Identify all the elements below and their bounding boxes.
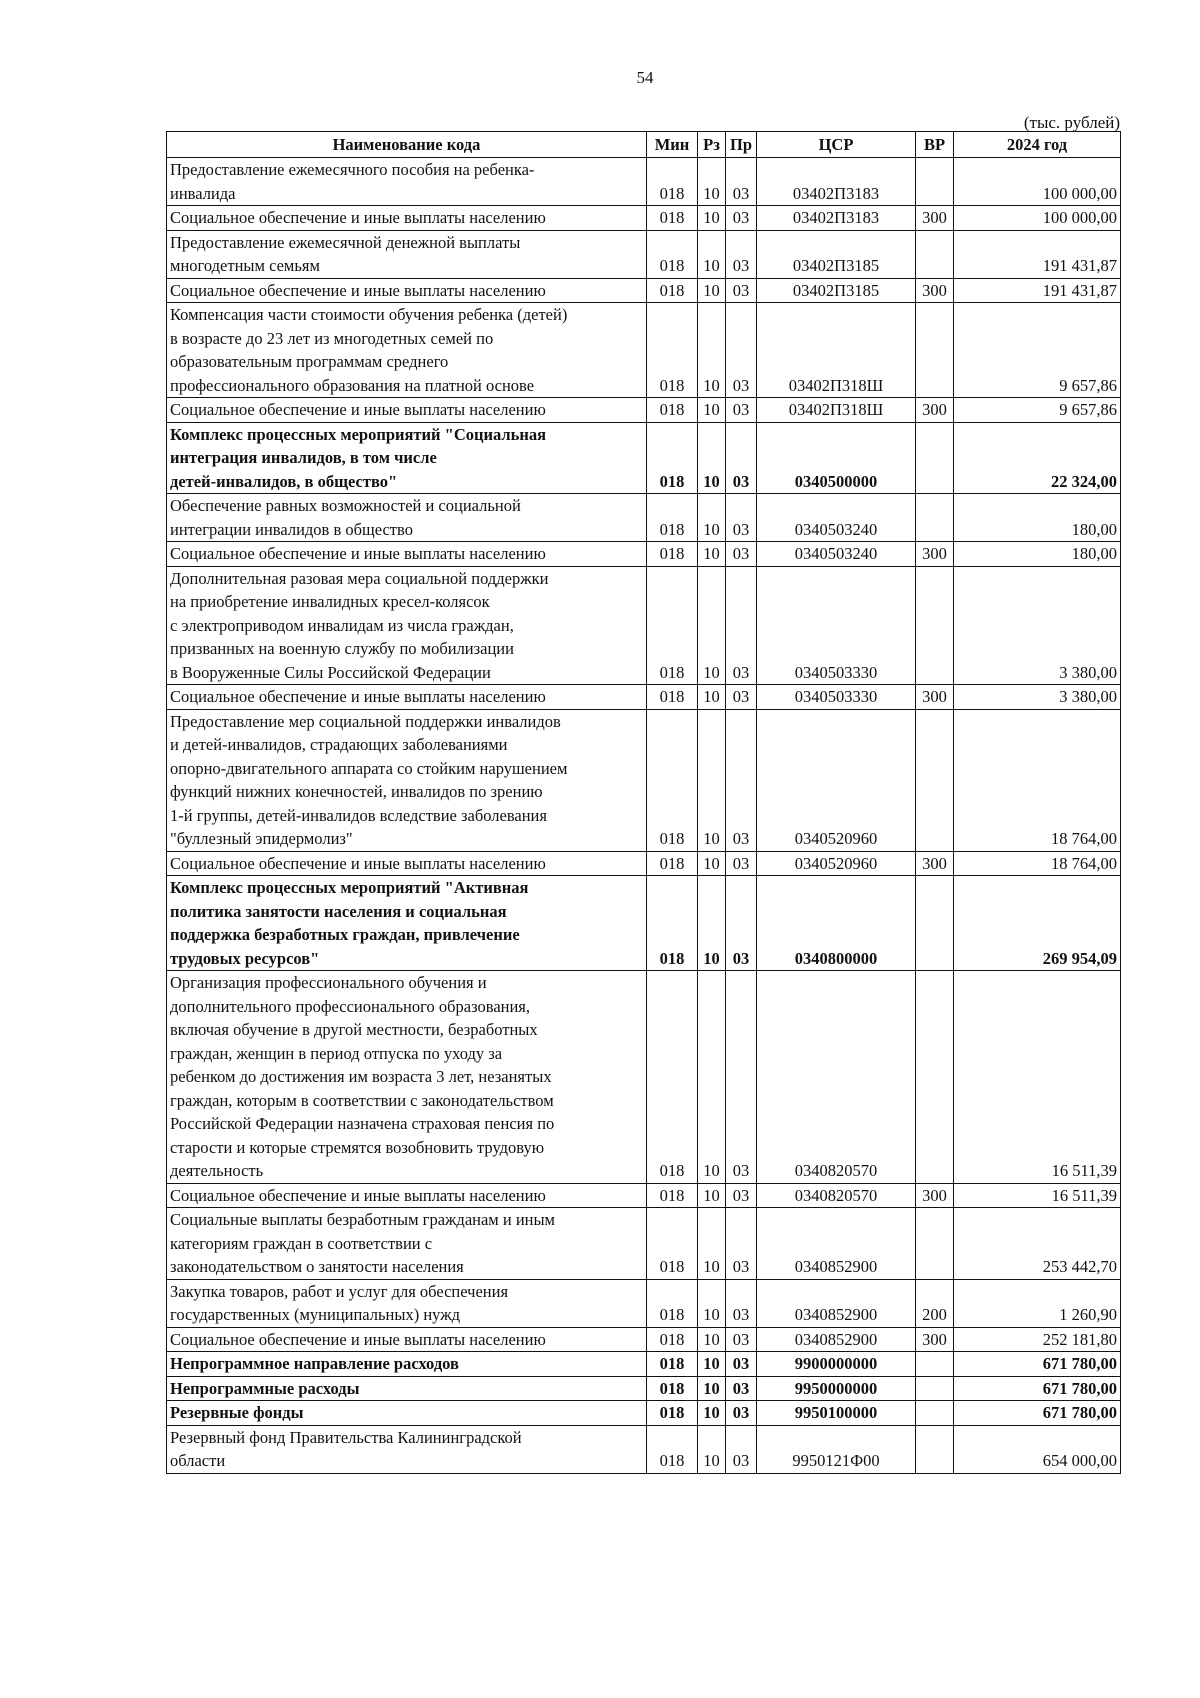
table-row xyxy=(167,230,1121,278)
row-amount: 671 780,00 xyxy=(954,1352,1121,1377)
row-vr: 300 xyxy=(916,851,954,876)
row-min: 018 xyxy=(647,685,698,710)
header-csr: ЦСР xyxy=(757,132,916,158)
row-min: 018 xyxy=(647,230,698,278)
row-min: 018 xyxy=(647,303,698,398)
row-name: Предоставление ежемесячной денежной выплаты многодетным семьям xyxy=(167,230,647,278)
row-min: 018 xyxy=(647,278,698,303)
row-name: Дополнительная разовая мера социальной поддержки на приобретение инвалидных кресел-колясок с электроприводом инвалидам из числа граждан, призванных на военную службу по мобилизации в Вооруженные Силы Российской Федерации xyxy=(167,566,647,685)
table-row xyxy=(167,398,1121,423)
row-vr xyxy=(916,494,954,542)
row-csr: 0340503330 xyxy=(757,566,916,685)
row-csr: 0340852900 xyxy=(757,1208,916,1280)
table-row xyxy=(167,278,1121,303)
row-pr: 03 xyxy=(726,971,757,1184)
row-pr: 03 xyxy=(726,1183,757,1208)
row-min: 018 xyxy=(647,206,698,231)
row-csr: 03402П318Ш xyxy=(757,398,916,423)
row-pr: 03 xyxy=(726,422,757,494)
row-amount: 16 511,39 xyxy=(954,971,1121,1184)
table-row xyxy=(167,1208,1121,1280)
row-min: 018 xyxy=(647,876,698,971)
row-csr: 0340520960 xyxy=(757,709,916,851)
table-row xyxy=(167,971,1121,1184)
row-amount: 654 000,00 xyxy=(954,1425,1121,1473)
budget-table xyxy=(166,131,1121,1474)
row-csr: 0340503240 xyxy=(757,542,916,567)
row-min: 018 xyxy=(647,1352,698,1377)
row-csr: 9900000000 xyxy=(757,1352,916,1377)
row-min: 018 xyxy=(647,158,698,206)
row-min: 018 xyxy=(647,1376,698,1401)
row-csr: 0340800000 xyxy=(757,876,916,971)
row-vr: 300 xyxy=(916,398,954,423)
row-pr: 03 xyxy=(726,230,757,278)
row-name: Резервный фонд Правительства Калининградской области xyxy=(167,1425,647,1473)
row-name: Социальное обеспечение и иные выплаты населению xyxy=(167,206,647,231)
row-amount: 180,00 xyxy=(954,542,1121,567)
row-csr: 03402П3183 xyxy=(757,206,916,231)
row-vr: 300 xyxy=(916,206,954,231)
table-row xyxy=(167,1327,1121,1352)
row-rz: 10 xyxy=(698,1208,726,1280)
table-row xyxy=(167,709,1121,851)
table-row xyxy=(167,1376,1121,1401)
row-rz: 10 xyxy=(698,542,726,567)
row-min: 018 xyxy=(647,1208,698,1280)
row-amount: 252 181,80 xyxy=(954,1327,1121,1352)
table-row xyxy=(167,876,1121,971)
row-amount: 3 380,00 xyxy=(954,685,1121,710)
row-vr xyxy=(916,1425,954,1473)
row-pr: 03 xyxy=(726,1208,757,1280)
table-row xyxy=(167,851,1121,876)
row-vr xyxy=(916,158,954,206)
row-vr xyxy=(916,971,954,1184)
row-name: Компенсация части стоимости обучения ребенка (детей) в возрасте до 23 лет из многодетных семей по образовательным программам среднего профессионального образования на платной основе xyxy=(167,303,647,398)
row-amount: 16 511,39 xyxy=(954,1183,1121,1208)
row-rz: 10 xyxy=(698,1327,726,1352)
row-rz: 10 xyxy=(698,206,726,231)
row-amount: 100 000,00 xyxy=(954,206,1121,231)
row-amount: 9 657,86 xyxy=(954,303,1121,398)
table-row xyxy=(167,422,1121,494)
row-amount: 3 380,00 xyxy=(954,566,1121,685)
row-min: 018 xyxy=(647,971,698,1184)
row-pr: 03 xyxy=(726,566,757,685)
row-pr: 03 xyxy=(726,303,757,398)
table-row xyxy=(167,1279,1121,1327)
row-rz: 10 xyxy=(698,1425,726,1473)
row-pr: 03 xyxy=(726,876,757,971)
header-pr: Пр xyxy=(726,132,757,158)
row-rz: 10 xyxy=(698,851,726,876)
header-min: Мин xyxy=(647,132,698,158)
row-csr: 0340503330 xyxy=(757,685,916,710)
row-csr: 9950000000 xyxy=(757,1376,916,1401)
row-min: 018 xyxy=(647,422,698,494)
table-row xyxy=(167,1401,1121,1426)
row-min: 018 xyxy=(647,1279,698,1327)
table-row xyxy=(167,303,1121,398)
row-name: Резервные фонды xyxy=(167,1401,647,1426)
row-amount: 180,00 xyxy=(954,494,1121,542)
row-amount: 18 764,00 xyxy=(954,709,1121,851)
row-min: 018 xyxy=(647,542,698,567)
row-csr: 0340500000 xyxy=(757,422,916,494)
row-rz: 10 xyxy=(698,709,726,851)
row-rz: 10 xyxy=(698,303,726,398)
row-csr: 0340852900 xyxy=(757,1327,916,1352)
row-csr: 0340820570 xyxy=(757,971,916,1184)
row-name: Социальное обеспечение и иные выплаты населению xyxy=(167,1183,647,1208)
row-vr xyxy=(916,566,954,685)
row-vr xyxy=(916,1352,954,1377)
row-rz: 10 xyxy=(698,1279,726,1327)
row-vr: 300 xyxy=(916,1327,954,1352)
row-pr: 03 xyxy=(726,1327,757,1352)
row-min: 018 xyxy=(647,1327,698,1352)
row-pr: 03 xyxy=(726,1352,757,1377)
row-amount: 269 954,09 xyxy=(954,876,1121,971)
row-name: Предоставление мер социальной поддержки инвалидов и детей-инвалидов, страдающих заболеваниями опорно-двигательного аппарата со стойким нарушением функций нижних конечностей, инвалидов по зрению 1-й группы, детей-инвалидов вследствие заболевания "буллезный эпидермолиз" xyxy=(167,709,647,851)
row-name: Социальное обеспечение и иные выплаты населению xyxy=(167,398,647,423)
row-name: Комплекс процессных мероприятий "Социальная интеграция инвалидов, в том числе детей-инвалидов, в общество" xyxy=(167,422,647,494)
row-name: Социальные выплаты безработным гражданам и иным категориям граждан в соответствии с законодательством о занятости населения xyxy=(167,1208,647,1280)
row-rz: 10 xyxy=(698,398,726,423)
row-pr: 03 xyxy=(726,494,757,542)
row-rz: 10 xyxy=(698,971,726,1184)
row-vr: 300 xyxy=(916,278,954,303)
table-row xyxy=(167,1352,1121,1377)
row-rz: 10 xyxy=(698,685,726,710)
row-pr: 03 xyxy=(726,1401,757,1426)
row-amount: 9 657,86 xyxy=(954,398,1121,423)
row-csr: 0340520960 xyxy=(757,851,916,876)
row-rz: 10 xyxy=(698,1352,726,1377)
row-csr: 03402П3185 xyxy=(757,230,916,278)
row-name: Социальное обеспечение и иные выплаты населению xyxy=(167,685,647,710)
row-min: 018 xyxy=(647,494,698,542)
row-vr xyxy=(916,1208,954,1280)
row-csr: 03402П3185 xyxy=(757,278,916,303)
row-amount: 100 000,00 xyxy=(954,158,1121,206)
row-amount: 1 260,90 xyxy=(954,1279,1121,1327)
row-rz: 10 xyxy=(698,422,726,494)
row-name: Комплекс процессных мероприятий "Активная политика занятости населения и социальная поддержка безработных граждан, привлечение трудовых ресурсов" xyxy=(167,876,647,971)
row-vr: 300 xyxy=(916,542,954,567)
table-row xyxy=(167,566,1121,685)
row-name: Непрограммные расходы xyxy=(167,1376,647,1401)
table-row xyxy=(167,1183,1121,1208)
row-pr: 03 xyxy=(726,1425,757,1473)
row-pr: 03 xyxy=(726,851,757,876)
row-amount: 191 431,87 xyxy=(954,278,1121,303)
row-amount: 253 442,70 xyxy=(954,1208,1121,1280)
row-pr: 03 xyxy=(726,206,757,231)
row-name: Закупка товаров, работ и услуг для обеспечения государственных (муниципальных) нужд xyxy=(167,1279,647,1327)
row-pr: 03 xyxy=(726,1279,757,1327)
row-name: Социальное обеспечение и иные выплаты населению xyxy=(167,542,647,567)
row-amount: 18 764,00 xyxy=(954,851,1121,876)
row-rz: 10 xyxy=(698,1376,726,1401)
row-vr xyxy=(916,1401,954,1426)
row-min: 018 xyxy=(647,398,698,423)
row-vr xyxy=(916,303,954,398)
row-csr: 0340503240 xyxy=(757,494,916,542)
row-pr: 03 xyxy=(726,709,757,851)
row-rz: 10 xyxy=(698,278,726,303)
row-csr: 9950100000 xyxy=(757,1401,916,1426)
row-name: Обеспечение равных возможностей и социальной интеграции инвалидов в общество xyxy=(167,494,647,542)
table-header-row xyxy=(167,132,1121,158)
row-vr xyxy=(916,230,954,278)
row-amount: 191 431,87 xyxy=(954,230,1121,278)
header-rz: Рз xyxy=(698,132,726,158)
table-row xyxy=(167,685,1121,710)
row-name: Организация профессионального обучения и дополнительного профессионального образования, включая обучение в другой местности, безработных граждан, женщин в период отпуска по уходу за ребенком до достижения им возраста 3 лет, незанятых граждан, которым в соответствии с законодательством Российской Федерации назначена страховая пенсия по старости и которые стремятся возобновить трудовую деятельность xyxy=(167,971,647,1184)
row-min: 018 xyxy=(647,709,698,851)
row-csr: 0340820570 xyxy=(757,1183,916,1208)
row-vr: 300 xyxy=(916,685,954,710)
row-name: Социальное обеспечение и иные выплаты населению xyxy=(167,851,647,876)
row-csr: 9950121Ф00 xyxy=(757,1425,916,1473)
header-name: Наименование кода xyxy=(167,132,647,158)
row-rz: 10 xyxy=(698,1183,726,1208)
row-vr xyxy=(916,422,954,494)
row-vr: 300 xyxy=(916,1183,954,1208)
row-name: Социальное обеспечение и иные выплаты населению xyxy=(167,1327,647,1352)
row-rz: 10 xyxy=(698,494,726,542)
row-rz: 10 xyxy=(698,876,726,971)
row-name: Предоставление ежемесячного пособия на ребенка- инвалида xyxy=(167,158,647,206)
table-row xyxy=(167,158,1121,206)
row-vr: 200 xyxy=(916,1279,954,1327)
row-pr: 03 xyxy=(726,398,757,423)
table-body xyxy=(167,158,1121,1474)
row-pr: 03 xyxy=(726,685,757,710)
row-rz: 10 xyxy=(698,158,726,206)
row-rz: 10 xyxy=(698,1401,726,1426)
row-min: 018 xyxy=(647,1183,698,1208)
row-pr: 03 xyxy=(726,542,757,567)
row-min: 018 xyxy=(647,1401,698,1426)
row-name: Непрограммное направление расходов xyxy=(167,1352,647,1377)
row-csr: 03402П3183 xyxy=(757,158,916,206)
table-row xyxy=(167,494,1121,542)
row-min: 018 xyxy=(647,851,698,876)
row-amount: 671 780,00 xyxy=(954,1376,1121,1401)
row-pr: 03 xyxy=(726,1376,757,1401)
row-rz: 10 xyxy=(698,230,726,278)
page-number: 54 xyxy=(636,68,654,87)
row-rz: 10 xyxy=(698,566,726,685)
row-name: Социальное обеспечение и иные выплаты населению xyxy=(167,278,647,303)
row-amount: 671 780,00 xyxy=(954,1401,1121,1426)
table-row xyxy=(167,1425,1121,1473)
header-year: 2024 год xyxy=(954,132,1121,158)
row-csr: 03402П318Ш xyxy=(757,303,916,398)
row-pr: 03 xyxy=(726,278,757,303)
row-min: 018 xyxy=(647,1425,698,1473)
table-row xyxy=(167,542,1121,567)
row-pr: 03 xyxy=(726,158,757,206)
header-vr: ВР xyxy=(916,132,954,158)
row-vr xyxy=(916,876,954,971)
row-amount: 22 324,00 xyxy=(954,422,1121,494)
row-vr xyxy=(916,709,954,851)
table-row xyxy=(167,206,1121,231)
row-vr xyxy=(916,1376,954,1401)
row-csr: 0340852900 xyxy=(757,1279,916,1327)
units-label: (тыс. рублей) xyxy=(1023,113,1120,132)
row-min: 018 xyxy=(647,566,698,685)
